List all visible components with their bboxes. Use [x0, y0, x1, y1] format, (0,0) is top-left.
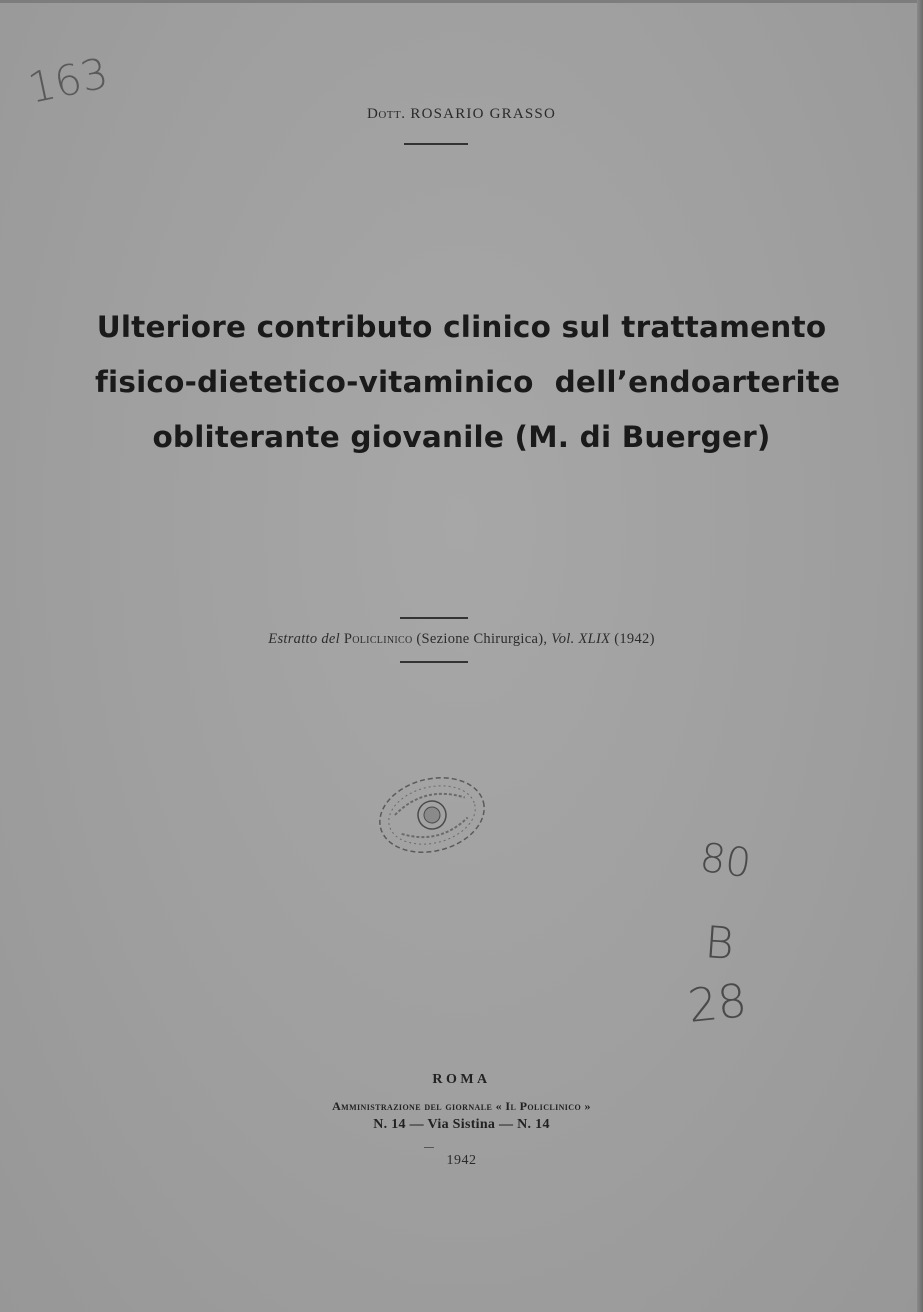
imprint-publisher: Amministrazione del giornale « Il Policlinico » [332, 1099, 591, 1113]
handwritten-number-top: 163 [23, 48, 113, 113]
journal-name: Policlinico [343, 631, 413, 647]
page-edge-right [917, 0, 923, 1312]
journal-year: (1942) [614, 631, 655, 647]
divider-rule [400, 617, 468, 619]
extract-lead: Estratto del [268, 631, 340, 647]
title-line: Ulteriore contributo clinico sul trattamento [96, 310, 827, 344]
journal-volume: Vol. XLIX [551, 631, 611, 647]
handwritten-number-28: 28 [685, 973, 750, 1033]
paper-title [95, 300, 841, 465]
journal-section: (Sezione Chirurgica), [416, 631, 548, 647]
author-prefix: Dott. [366, 106, 406, 122]
imprint-year: 1942 [446, 1153, 477, 1168]
imprint-address: N. 14 — Via Sistina — N. 14 [373, 1117, 550, 1132]
divider-rule [404, 143, 468, 145]
year-dash [424, 1147, 434, 1148]
title-line: fisico-dietetico-vitaminico dell’endoarterite [95, 365, 841, 399]
divider-rule [400, 661, 468, 663]
handwritten-number-80: 80 [697, 834, 754, 888]
title-line: obliterante giovanile (M. di Buerger) [152, 420, 771, 454]
imprint-city: ROMA [432, 1072, 491, 1087]
handwritten-letter-b: B [703, 917, 736, 970]
extract-note [0, 631, 923, 648]
author-name: ROSARIO GRASSO [410, 106, 556, 122]
author-line [0, 106, 923, 123]
library-stamp [368, 764, 496, 867]
page-edge-top [0, 0, 923, 3]
